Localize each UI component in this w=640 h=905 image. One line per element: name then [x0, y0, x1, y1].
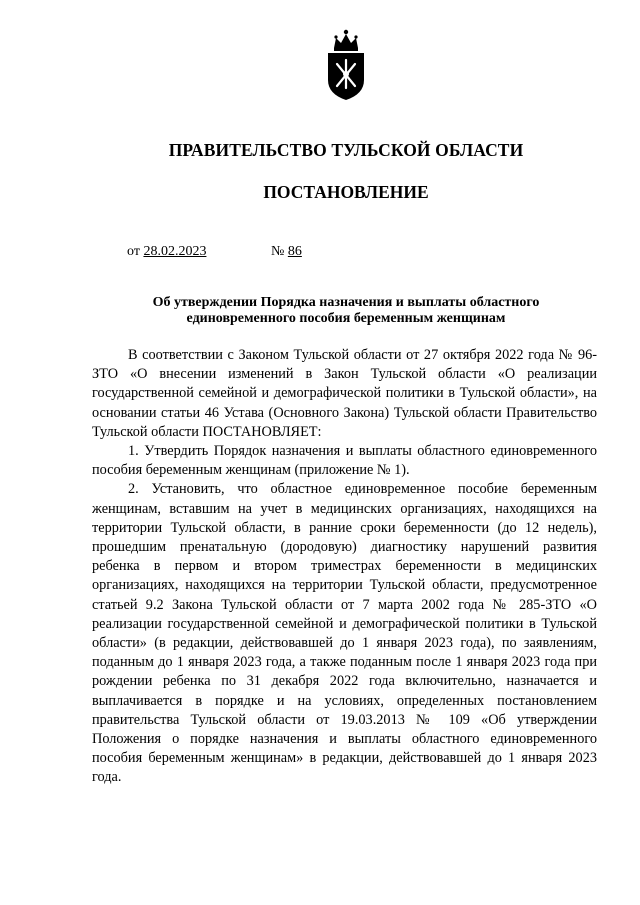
body-paragraph-item-1: 1. Утвердить Порядок назначения и выплаты областного единовременного пособия беременным женщинам (приложение № 1). [92, 443, 597, 479]
coat-of-arms-icon [324, 28, 368, 102]
number-prefix: № [271, 244, 285, 259]
document-type: ПОСТАНОВЛЕНИЕ [263, 182, 429, 202]
subject-line-1: Об утверждении Порядка назначения и выплаты областного [152, 295, 540, 310]
document-number [271, 244, 302, 260]
date-value: 28.02.2023 [143, 244, 207, 259]
document-subject [80, 295, 612, 327]
government-title: ПРАВИТЕЛЬСТВО ТУЛЬСКОЙ ОБЛАСТИ [168, 140, 524, 160]
date-prefix: от [127, 244, 140, 259]
body-paragraph-item-2: 2. Установить, что областное единовременное пособие беременным женщинам, вставшим на учет в медицинских организациях, находящихся на территории Тульской области, в ранние сроки беременности (до 12 недель), прошедшим пренатальную (дородовую) диагностику нарушений развития ребенка в первом и втором триместрах беременности в медицинских организациях, находящихся на территории Тульской области, предусмотренное статьей 9.2 Закона Тульской области от 7 марта 2002 года № 285-ЗТО «О реализации государственной семейной и демографической политики в Тульской области» (в редакции, действовавшей до 1 января 2023 года), по заявлениям, поданным до 1 января 2023 года, а также поданным после 1 января 2023 года при рождении ребенка по 31 декабря 2022 года включительно, назначается и выплачивается в порядке и на условиях, определенных постановлением правительства Тульской области от 19.03.2013 № 109 «Об утверждении Положения о порядке назначения и выплаты областного единовременного пособия беременным женщинам» в редакции, действовавшей до 1 января 2023 года. [92, 481, 597, 786]
body-paragraph-preamble: В соответствии с Законом Тульской области от 27 октября 2022 года № 96-ЗТО «О внесении изменений в Закон Тульской области «О реализации государственной семейной и демографической политики в Тульской области», на основании статьи 46 Устава (Основного Закона) Тульской области Правительство Тульской области ПОСТАНОВЛЯЕТ: [92, 347, 597, 440]
number-value: 86 [287, 244, 302, 259]
subject-line-2: единовременного пособия беременным женщинам [186, 311, 506, 326]
document-date [127, 244, 206, 260]
document-body [92, 346, 597, 788]
